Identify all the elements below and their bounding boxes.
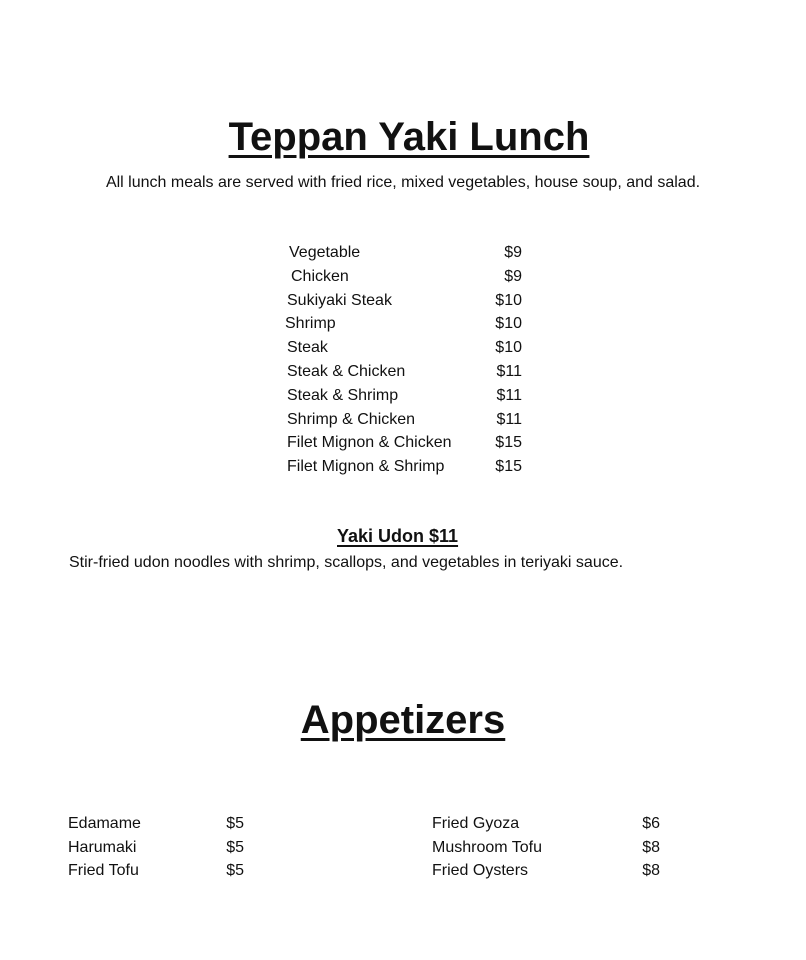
menu-item-price: $15	[495, 434, 522, 452]
menu-item-name: Steak & Shrimp	[287, 386, 399, 404]
appetizers-right-column	[432, 813, 664, 884]
menu-item-price: $10	[495, 291, 522, 309]
menu-item-price: $5	[226, 815, 244, 832]
menu-item-name: Shrimp	[285, 315, 336, 333]
menu-item-name: Sukiyaki Steak	[287, 291, 392, 309]
menu-item-price: $6	[642, 815, 660, 832]
menu-item-price: $9	[504, 267, 522, 285]
menu-item	[68, 813, 248, 837]
menu-item	[432, 813, 664, 837]
menu-item	[68, 837, 248, 861]
menu-item-price: $10	[495, 339, 522, 357]
menu-item-price: $11	[496, 386, 522, 404]
menu-item	[284, 432, 534, 456]
menu-item	[284, 313, 534, 337]
menu-item-price: $8	[642, 862, 660, 879]
menu-item-name: Fried Tofu	[68, 862, 139, 879]
menu-item-price: $11	[496, 410, 522, 428]
menu-item-name: Edamame	[68, 815, 141, 832]
menu-item-price: $15	[495, 458, 522, 476]
menu-item	[284, 290, 534, 314]
menu-item-price: $8	[642, 838, 660, 856]
menu-item-name: Filet Mignon & Shrimp	[287, 458, 445, 476]
yaki-udon-heading: Yaki Udon $11	[337, 526, 459, 546]
menu-item	[432, 837, 664, 861]
menu-item	[284, 266, 534, 290]
menu-item	[284, 409, 534, 433]
menu-item	[68, 860, 248, 884]
menu-item-name: Mushroom Tofu	[432, 838, 542, 856]
menu-item-name: Chicken	[291, 267, 349, 285]
menu-item	[284, 337, 534, 361]
yaki-udon-description: Stir-fried udon noodles with shrimp, scallops, and vegetables in teriyaki sauce.	[69, 554, 624, 571]
menu-item-name: Steak & Chicken	[287, 362, 406, 380]
menu-item-price: $5	[226, 838, 244, 856]
lunch-section-title: Teppan Yaki Lunch	[228, 115, 590, 159]
menu-item-name: Harumaki	[68, 838, 137, 856]
menu-item	[284, 385, 534, 409]
menu-item-name: Filet Mignon & Chicken	[287, 434, 452, 452]
menu-item-name: Fried Gyoza	[432, 815, 520, 832]
appetizers-left-column	[68, 813, 248, 884]
menu-item-price: $5	[226, 862, 244, 879]
menu-item-price: $10	[495, 315, 522, 333]
menu-item-name: Shrimp & Chicken	[287, 410, 416, 428]
menu-item	[432, 860, 664, 884]
menu-item	[284, 456, 534, 480]
lunch-note: All lunch meals are served with fried rice, mixed vegetables, house soup, and salad.	[105, 174, 701, 191]
appetizers-section-title: Appetizers	[300, 698, 506, 742]
lunch-price-list	[284, 242, 534, 480]
menu-item-price: $9	[504, 244, 522, 261]
menu-item-price: $11	[496, 362, 522, 380]
menu-item-name: Fried Oysters	[432, 862, 529, 879]
menu-item-name: Vegetable	[289, 244, 361, 261]
menu-item-name: Steak	[287, 339, 328, 357]
menu-item	[284, 242, 534, 266]
menu-item	[284, 361, 534, 385]
